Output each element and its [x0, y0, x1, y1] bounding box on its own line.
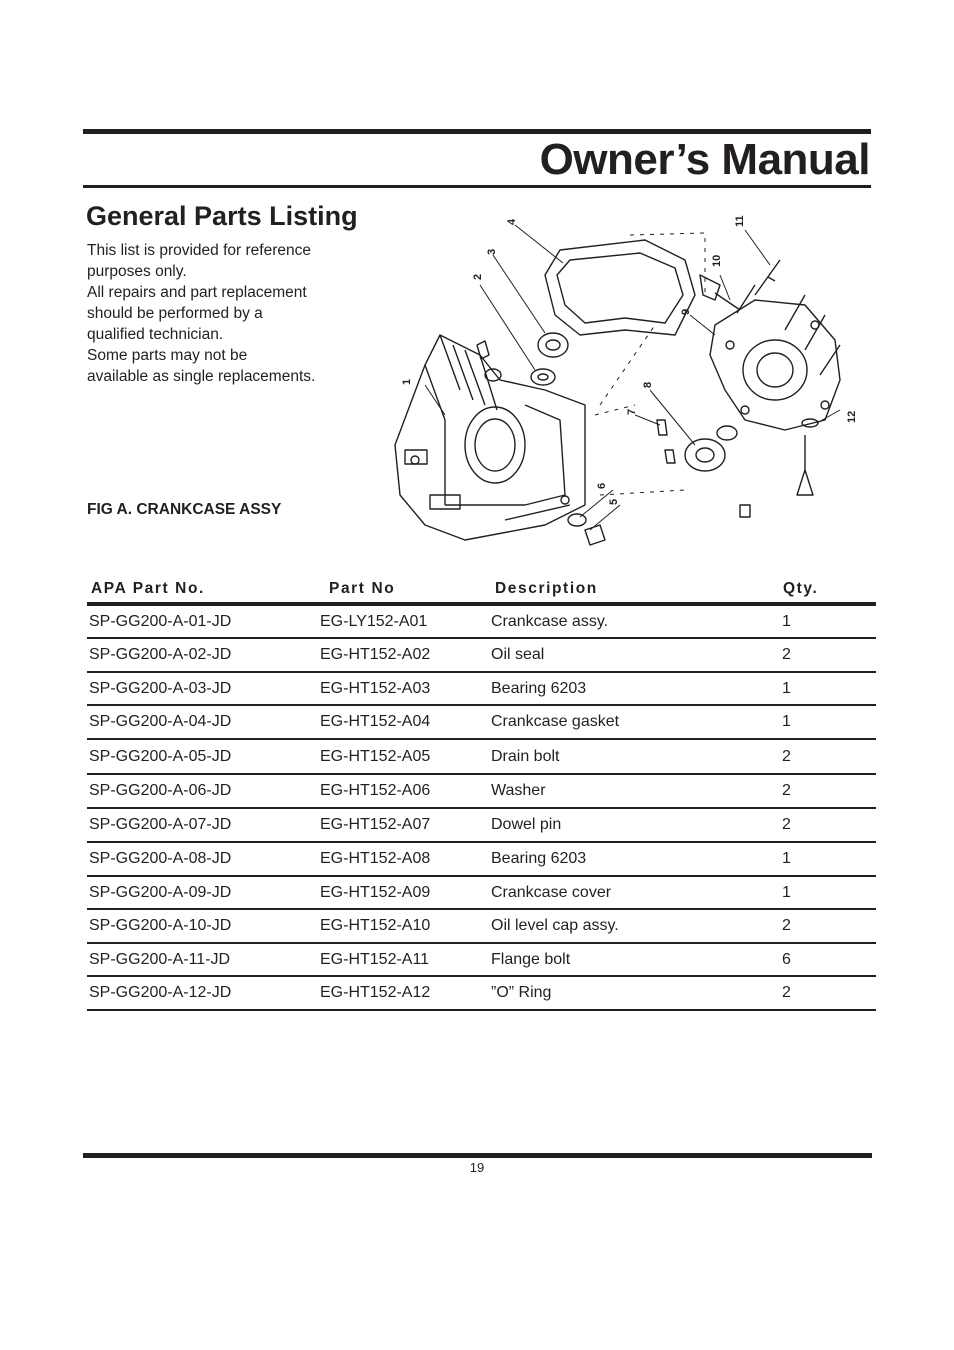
callout-8: 8 [642, 381, 654, 388]
apa-part-no-cell: SP-GG200-A-09-JD [89, 883, 232, 901]
manual-title: Owner’s Manual [539, 135, 870, 184]
callout-2: 2 [472, 273, 484, 280]
apa-part-no-cell: SP-GG200-A-12-JD [89, 984, 232, 1001]
apa-part-no-cell: SP-GG200-A-01-JD [89, 612, 232, 630]
callout-3: 3 [486, 248, 498, 255]
callout-1: 1 [401, 378, 413, 385]
table-row [87, 843, 876, 877]
crankcase-diagram [385, 205, 865, 560]
parts-table [87, 606, 876, 1011]
qty-cell: 2 [782, 646, 791, 663]
callout-10: 10 [711, 254, 723, 267]
apa-part-no-cell: SP-GG200-A-02-JD [89, 646, 232, 663]
gasket-drawing [545, 240, 695, 335]
apa-part-no-cell: SP-GG200-A-04-JD [89, 713, 232, 730]
callout-7: 7 [626, 408, 638, 415]
crankcase-cover-drawing [710, 300, 840, 430]
description-cell: Flange bolt [491, 950, 571, 968]
callout-6: 6 [596, 482, 608, 489]
description-cell: Crankcase cover [491, 883, 612, 901]
part-no-cell: EG-HT152-A11 [320, 950, 430, 968]
qty-cell: 2 [782, 984, 791, 1001]
intro-line: All repairs and part replacement [87, 284, 307, 301]
header-apa-part-no: APA Part No. [91, 580, 205, 597]
footer-rule [83, 1153, 872, 1158]
part-no-cell: EG-HT152-A03 [320, 679, 431, 697]
header-rule-bottom [83, 185, 871, 188]
intro-line: purposes only. [87, 263, 187, 280]
table-row [87, 877, 876, 910]
part-no-cell: EG-HT152-A07 [320, 816, 431, 833]
qty-cell: 2 [782, 917, 791, 934]
intro-line: qualified technician. [87, 326, 224, 343]
section-title: General Parts Listing [86, 201, 358, 231]
qty-cell: 2 [782, 816, 791, 833]
part-no-cell: EG-HT152-A02 [320, 646, 431, 663]
intro-line: available as single replacements. [87, 368, 316, 385]
description-cell: Oil seal [491, 646, 545, 663]
description-cell: Dowel pin [491, 816, 562, 833]
apa-part-no-cell: SP-GG200-A-07-JD [89, 816, 232, 833]
apa-part-no-cell: SP-GG200-A-08-JD [89, 850, 232, 867]
qty-cell: 2 [782, 782, 791, 799]
intro-text [87, 240, 377, 387]
callout-4: 4 [506, 218, 518, 225]
description-cell: Bearing 6203 [491, 679, 587, 697]
apa-part-no-cell: SP-GG200-A-05-JD [89, 747, 232, 765]
part-no-cell: EG-HT152-A06 [320, 782, 431, 799]
table-row [87, 740, 876, 775]
qty-cell: 2 [782, 747, 791, 765]
table-row [87, 706, 876, 740]
apa-part-no-cell: SP-GG200-A-10-JD [89, 917, 232, 934]
description-cell: Drain bolt [491, 747, 560, 765]
table-row [87, 944, 876, 977]
table-row [87, 606, 876, 639]
description-cell: Bearing 6203 [491, 850, 587, 867]
table-row [87, 775, 876, 809]
apa-part-no-cell: SP-GG200-A-11-JD [89, 950, 231, 968]
part-no-cell: EG-HT152-A09 [320, 883, 431, 901]
description-cell: Crankcase gasket [491, 713, 620, 730]
qty-cell: 1 [782, 713, 791, 730]
description-cell: Crankcase assy. [491, 612, 609, 630]
callout-9: 9 [680, 308, 692, 315]
intro-line: should be performed by a [87, 305, 263, 322]
part-no-cell: EG-HT152-A05 [320, 747, 431, 765]
qty-cell: 1 [782, 883, 791, 901]
apa-part-no-cell: SP-GG200-A-06-JD [89, 782, 232, 799]
qty-cell: 6 [782, 950, 791, 968]
qty-cell: 1 [782, 850, 791, 867]
qty-cell: 1 [782, 679, 791, 697]
figure-label: FIG A. CRANKCASE ASSY [87, 501, 282, 518]
table-row [87, 809, 876, 843]
intro-line: Some parts may not be [87, 347, 248, 364]
description-cell: ”O” Ring [491, 984, 552, 1001]
header-part-no: Part No [329, 580, 396, 597]
part-no-cell: EG-LY152-A01 [320, 612, 428, 630]
description-cell: Washer [491, 782, 546, 799]
header-qty: Qty. [783, 580, 819, 597]
header-description: Description [495, 580, 598, 597]
part-no-cell: EG-HT152-A12 [320, 984, 431, 1001]
intro-line: This list is provided for reference [87, 242, 311, 259]
table-row [87, 639, 876, 673]
part-no-cell: EG-HT152-A04 [320, 713, 431, 730]
crankcase-body-drawing [395, 335, 585, 540]
description-cell: Oil level cap assy. [491, 917, 619, 934]
page-number: 19 [469, 1160, 485, 1175]
callout-5: 5 [608, 498, 620, 505]
parts-table-header [87, 580, 876, 602]
table-row [87, 977, 876, 1011]
table-row [87, 910, 876, 944]
callout-12: 12 [846, 410, 858, 423]
part-no-cell: EG-HT152-A10 [320, 917, 431, 934]
apa-part-no-cell: SP-GG200-A-03-JD [89, 679, 232, 697]
callout-11: 11 [734, 215, 746, 227]
qty-cell: 1 [782, 612, 791, 630]
part-no-cell: EG-HT152-A08 [320, 850, 431, 867]
table-row [87, 673, 876, 706]
